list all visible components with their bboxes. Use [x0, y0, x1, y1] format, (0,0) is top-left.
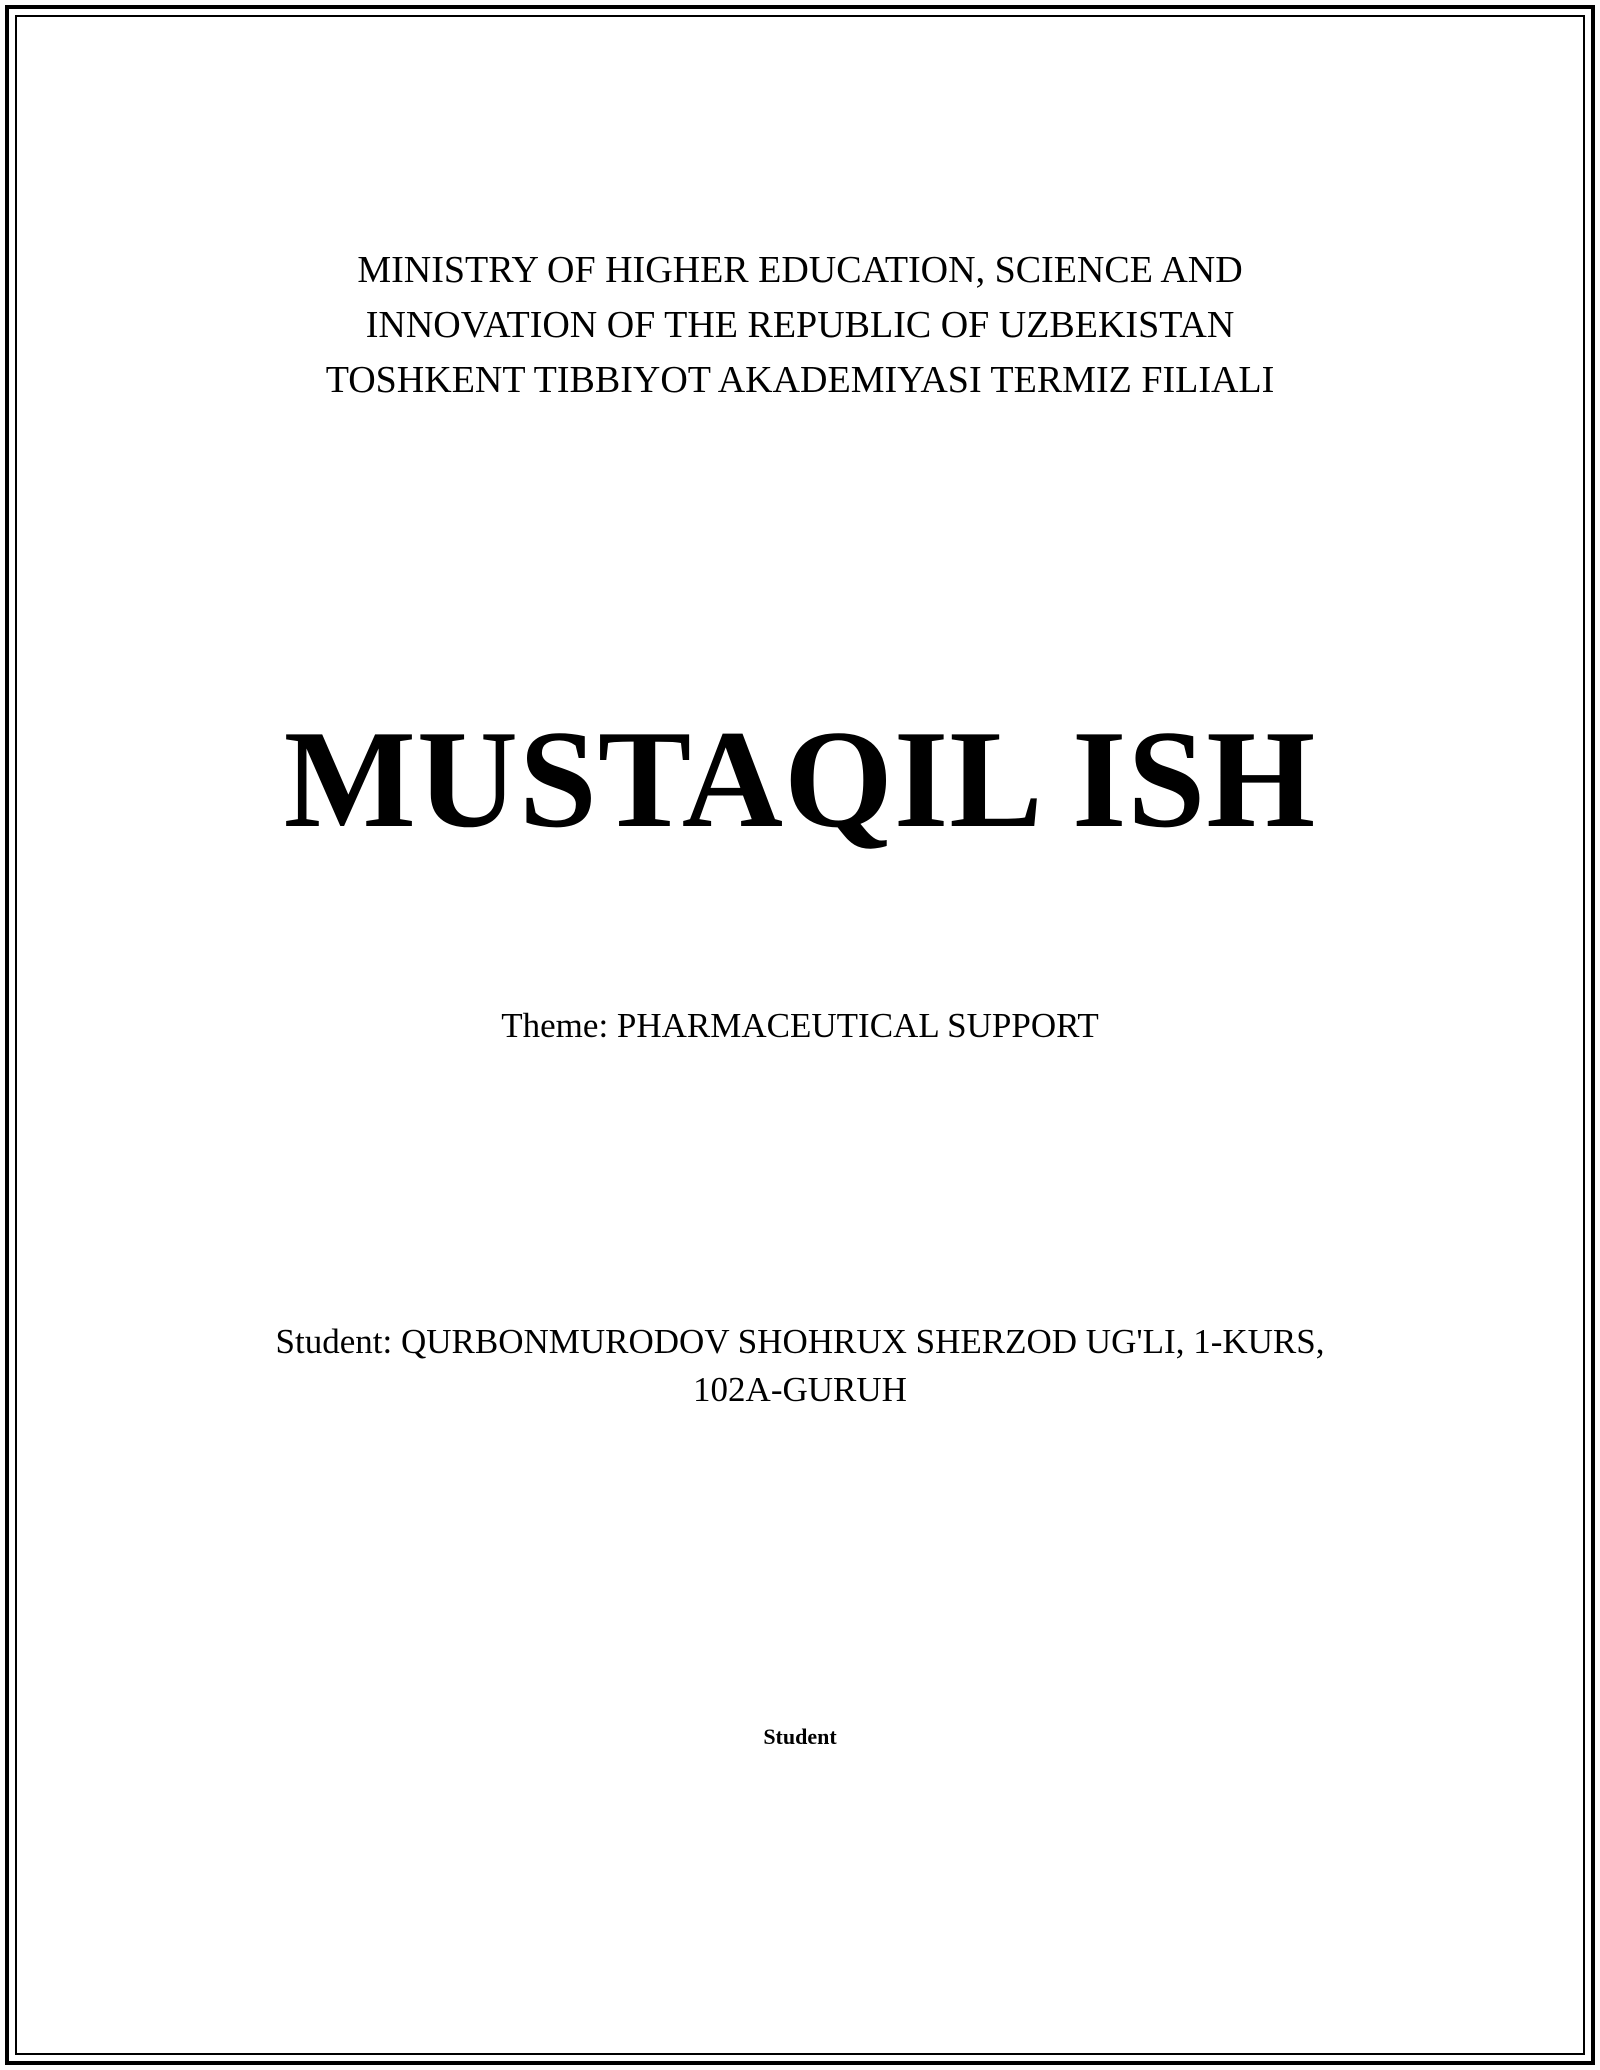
- student-footer-label: Student: [763, 1724, 837, 1749]
- student-info-line-name: Student: QURBONMURODOV SHOHRUX SHERZOD UG'LI, 1-KURS,: [275, 1322, 1325, 1361]
- theme-line: Theme: PHARMACEUTICAL SUPPORT: [501, 1006, 1099, 1045]
- header-line-ministry: MINISTRY OF HIGHER EDUCATION, SCIENCE AND: [357, 249, 1243, 291]
- header-line-republic: INNOVATION OF THE REPUBLIC OF UZBEKISTAN: [365, 304, 1235, 346]
- header-line-academy: TOSHKENT TIBBIYOT AKADEMIYASI TERMIZ FILIALI: [325, 359, 1275, 401]
- institution-header: [0, 243, 1600, 408]
- student-info: [220, 1318, 1380, 1414]
- document-title: MUSTAQIL ISH: [283, 702, 1317, 857]
- student-info-line-group: 102A-GURUH: [693, 1370, 907, 1409]
